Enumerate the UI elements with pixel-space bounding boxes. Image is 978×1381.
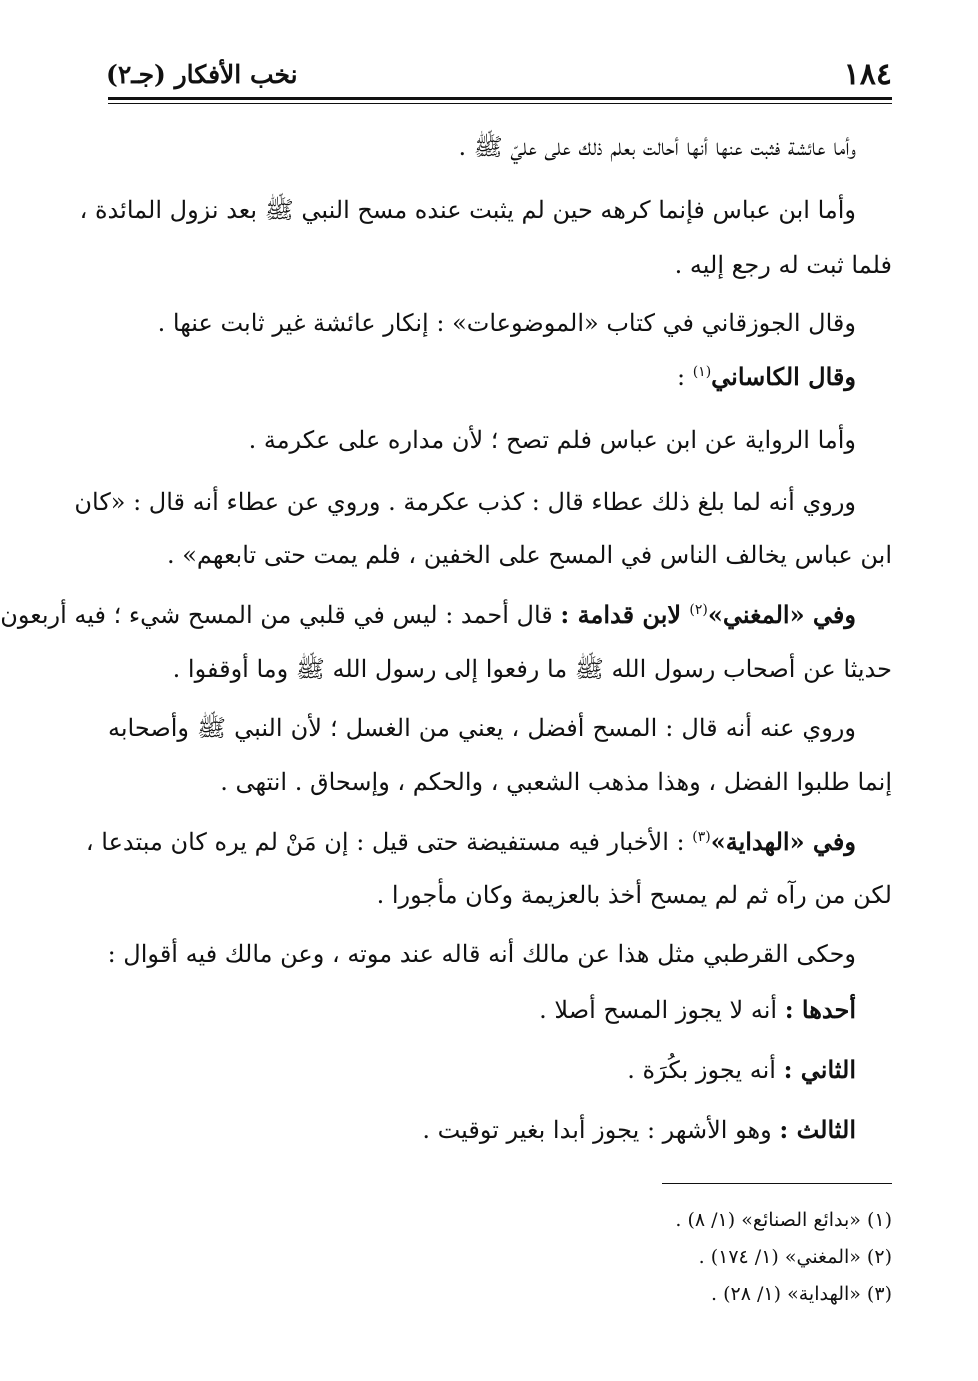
footnote: (٢) «المغني» (١/ ١٧٤) .	[698, 1246, 892, 1268]
text-run: : الأخبار فيه مستفيضة حتى قيل : إن مَنْ لم يره كان مبتدعا ،	[85, 828, 693, 856]
text-line: وروي أنه لما بلغ ذلك عطاء قال : كذب عكرمة . وروي عن عطاء أنه قال : «كان	[74, 488, 856, 516]
text-run: :	[676, 363, 693, 391]
text-run: أنه يجوز بكُرَة .	[627, 1056, 784, 1084]
footnote-ref: (٢)	[689, 602, 708, 618]
text-line: إنما طلبوا الفضل ، وهذا مذهب الشعبي ، والحكم ، وإسحاق . انتهى .	[220, 768, 892, 796]
footnote-ref: (٣)	[692, 829, 711, 845]
page-number: ١٨٤	[843, 56, 892, 92]
text-line	[0, 590, 892, 640]
bold-lead: الثاني :	[783, 1055, 856, 1084]
text-run: قال أحمد : ليس في قلبي من المسح شيء ؛ فيه أربعون	[0, 601, 561, 629]
bold-lead: وقال الكاساني	[711, 362, 856, 391]
text-line	[108, 985, 892, 1035]
footnote-separator	[662, 1183, 892, 1184]
text-line: وأما ابن عباس فإنما كرهه حين لم يثبت عنده مسح النبي ﷺ بعد نزول المائدة ،	[79, 196, 856, 224]
bold-lead: لابن قدامة :	[560, 600, 690, 629]
book-title: نخب الأفكار (جـ٢)	[106, 59, 298, 89]
text-line: وحكى القرطبي مثل هذا عن مالك أنه قاله عند موته ، وعن مالك فيه أقوال :	[107, 940, 856, 968]
text-line	[108, 1045, 892, 1095]
text-line: وأما عائشة فثبت عنها أنها أحالت بعلم ذلك على عليّ ﷺ .	[458, 133, 856, 161]
text-line	[108, 352, 892, 402]
text-line	[108, 1105, 892, 1155]
text-line: لكن من رآه ثم لم يمسح أخذ بالعزيمة وكان مأجورا .	[376, 881, 892, 909]
text-line: ابن عباس يخالف الناس في المسح على الخفين ، فلم يمت حتى تابعهم» .	[166, 541, 892, 569]
bold-lead: وفي «المغني»	[707, 600, 856, 629]
text-line: وروي عنه أنه قال : المسح أفضل ، يعني من الغسل ؛ لأن النبي ﷺ وأصحابه	[108, 714, 856, 742]
text-line: فلما ثبت له رجع إليه .	[674, 251, 892, 279]
text-run: أنه لا يجوز المسح أصلا .	[539, 996, 785, 1024]
footnote-ref: (١)	[692, 364, 712, 380]
bold-lead: أحدها :	[784, 995, 856, 1024]
bold-lead: وفي «الهداية»	[710, 827, 856, 856]
text-line: وأما الرواية عن ابن عباس فلم تصح ؛ لأن مداره على عكرمة .	[248, 426, 856, 454]
text-line: وقال الجوزقاني في كتاب «الموضوعات» : إنكار عائشة غير ثابت عنها .	[157, 309, 856, 337]
footnote: (١) «بدائع الصنائع» (١/ ٨) .	[675, 1209, 892, 1231]
bold-lead: الثالث :	[779, 1115, 856, 1144]
header-rule-thick	[108, 97, 892, 100]
footnote: (٣) «الهداية» (١/ ٢٨) .	[711, 1283, 892, 1305]
text-line: حديثا عن أصحاب رسول الله ﷺ ما رفعوا إلى رسول الله ﷺ وما أوقفوا .	[172, 655, 892, 683]
running-header	[106, 52, 892, 96]
text-run: وهو الأشهر : يجوز أبدا بغير توقيت .	[422, 1116, 780, 1144]
header-rule-thin	[108, 103, 892, 104]
text-line	[85, 817, 892, 867]
